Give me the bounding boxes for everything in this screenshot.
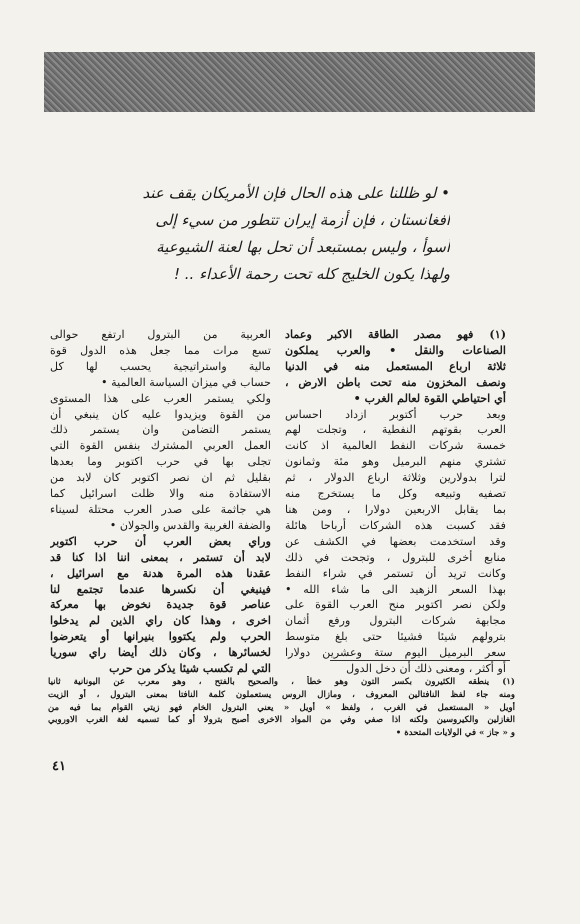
text-column-right <box>285 327 506 677</box>
column-line: سعر البرميل اليوم ستة وعشرين دولارا <box>285 646 506 660</box>
column-line: هي جاثمة على صدر العرب محتلة لسيناء <box>50 502 271 516</box>
column-line: من القوة ويزيدوا عليه كان ينبغي أن <box>50 407 271 421</box>
footnote <box>48 676 515 740</box>
column-line: يستمر التضامن وان يستمر ذلك <box>50 423 271 437</box>
quote-line: أسوأ ، وليس بمستبعد أن تحل بها لعنة الشيوعية <box>156 238 450 256</box>
column-line: العرب بقوتهم النفطية ، وتجلت لهم <box>285 423 506 437</box>
column-line: حساب في ميزان السياسة العالمية • <box>101 375 271 389</box>
column-line: عقدنا هذه المرة هدنة مع اسرائيل ، <box>50 565 271 580</box>
column-line: تجلى بها في حرب اكتوبر وما بعدها <box>50 455 271 469</box>
column-line: أي احتياطي القوة لعالم الغرب • <box>353 390 506 405</box>
column-line: منابع أخرى للبترول ، وتجحت في ذلك <box>285 550 506 564</box>
page-number: ٤١ <box>52 759 66 774</box>
column-line: الصناعات والنقل • والعرب يملكون <box>285 342 506 357</box>
footnote-line: ومنه جاء لفظ النافتالين المعروف ، ومازال الروس يستعملون كلمة النافتا بمعنى البترول ، أو الزيت <box>48 689 515 700</box>
column-line: الحرب ولم يكتووا بنيرانها أو يتعرضوا <box>50 629 271 644</box>
column-line: تشتري منهم البرميل وهو مئة وثمانون <box>285 455 506 469</box>
footnote-line: و « جاز » في الولايات المتحدة • <box>395 728 515 739</box>
column-line: العربية من البترول ارتفع حوالى <box>50 328 271 341</box>
column-line: فقد كسبت هذه الشركات أرباحا هائلة <box>285 518 506 532</box>
column-line: ولكي يستمر العرب على هذا المستوى <box>50 391 271 405</box>
column-line: تصفيه وتبيعه وكل ما يستخرج منه <box>285 487 506 501</box>
column-line: والضفة الغربية والقدس والجولان • <box>109 518 271 532</box>
column-line: الاستفادة منه والا ظلت اسرائيل كما <box>50 487 271 501</box>
column-line: بهذا السعر الزهيد الى ما شاء الله • <box>285 582 506 596</box>
column-line: فينبغي أن نكسرها عندما تجتمع لنا <box>50 581 271 596</box>
column-line: التي لم تكسب شيئا يذكر من حرب <box>109 661 271 676</box>
column-line: ولكن نصر اكتوبر منح العرب القوة على <box>285 598 506 612</box>
column-line: مجابهة شركات البترول ورفع أثمان <box>285 614 506 628</box>
column-line: أو أكثر ، ومعنى ذلك أن دخل الدول <box>346 662 506 676</box>
column-line: لخسائرها ، وكان ذلك أيضا راي سوريا <box>50 645 271 660</box>
footnote-line: (١) ينطقه الكثيرون بكسر التون وهو خطأ ، والصحيح بالفتح ، وهو معرب عن اليونانية ثانيا <box>48 677 515 687</box>
text-column-left <box>50 327 271 677</box>
column-line: اخرى ، وهذا كان راي الذين لم يدخلوا <box>50 613 271 628</box>
column-line: وقد استخدمت بعضها في الكشف عن <box>285 534 506 548</box>
column-line: العمل العربي المشترك بنفس القوة التي <box>50 439 271 453</box>
footnote-divider <box>330 660 510 661</box>
column-line: بترولهم شيئا فشيئا حتى بلغ متوسط <box>285 630 506 644</box>
footnote-line: الغازلين والكيروسين ولكنه اذا صفي وفي من المواد الاخرى أصبح بترولا أو كما تسميه لغة الغرب الاوروبي <box>48 715 515 726</box>
column-line: مالية واستراتيجية يحسب لها كل <box>50 359 271 373</box>
column-line: بقليل ثم ان نصر اكتوبر كان لابد من <box>50 471 271 485</box>
quote-line: • لو ظللنا على هذه الحال فإن الأمريكان يقف عند <box>142 184 450 202</box>
column-line: وبعد حرب أكتوبر ازداد احساس <box>285 407 506 421</box>
column-line: خمسة شركات النفط العالمية اذ كانت <box>285 439 506 453</box>
column-line: عناصر قوة جديدة نخوض بها معركة <box>50 597 271 612</box>
header-image-band <box>44 52 535 112</box>
column-line: (١) فهو مصدر الطاقة الاكبر وعماد <box>285 327 506 341</box>
column-line: تسع مرات مما جعل هذه الدول قوة <box>50 343 271 357</box>
column-line: وراي بعض العرب أن حرب اكتوبر <box>50 533 271 548</box>
column-line: ثلاثة ارباع المستعمل منه في الدنيا <box>285 358 506 373</box>
column-line: وكانت تريد أن تستمر في شراء النفط <box>285 566 506 580</box>
quote-line: افغانستان ، فإن أزمة إيران تتطور من سيء إلى <box>155 211 450 229</box>
column-line: ونصف المخزون منه تحت باطن الارض ، <box>285 374 506 389</box>
pull-quote <box>118 180 450 288</box>
column-line: لابد أن تستمر ، بمعنى اننا اذا كنا قد <box>50 549 271 564</box>
footnote-line: أويل « المستعمل في الغرب ، ولفظ » أويل « يعني البترول الخام فهو زيتي القوام بما فيه من <box>48 702 515 713</box>
column-line: بما يقابل الاربعين دولارا ، ومن هنا <box>285 502 506 516</box>
column-line: لترا بدولارين وثلاثة ارباع الدولار ، ثم <box>285 471 506 485</box>
quote-line: ولهذا يكون الخليج كله تحت رحمة الأعداء .. ! <box>173 265 450 283</box>
